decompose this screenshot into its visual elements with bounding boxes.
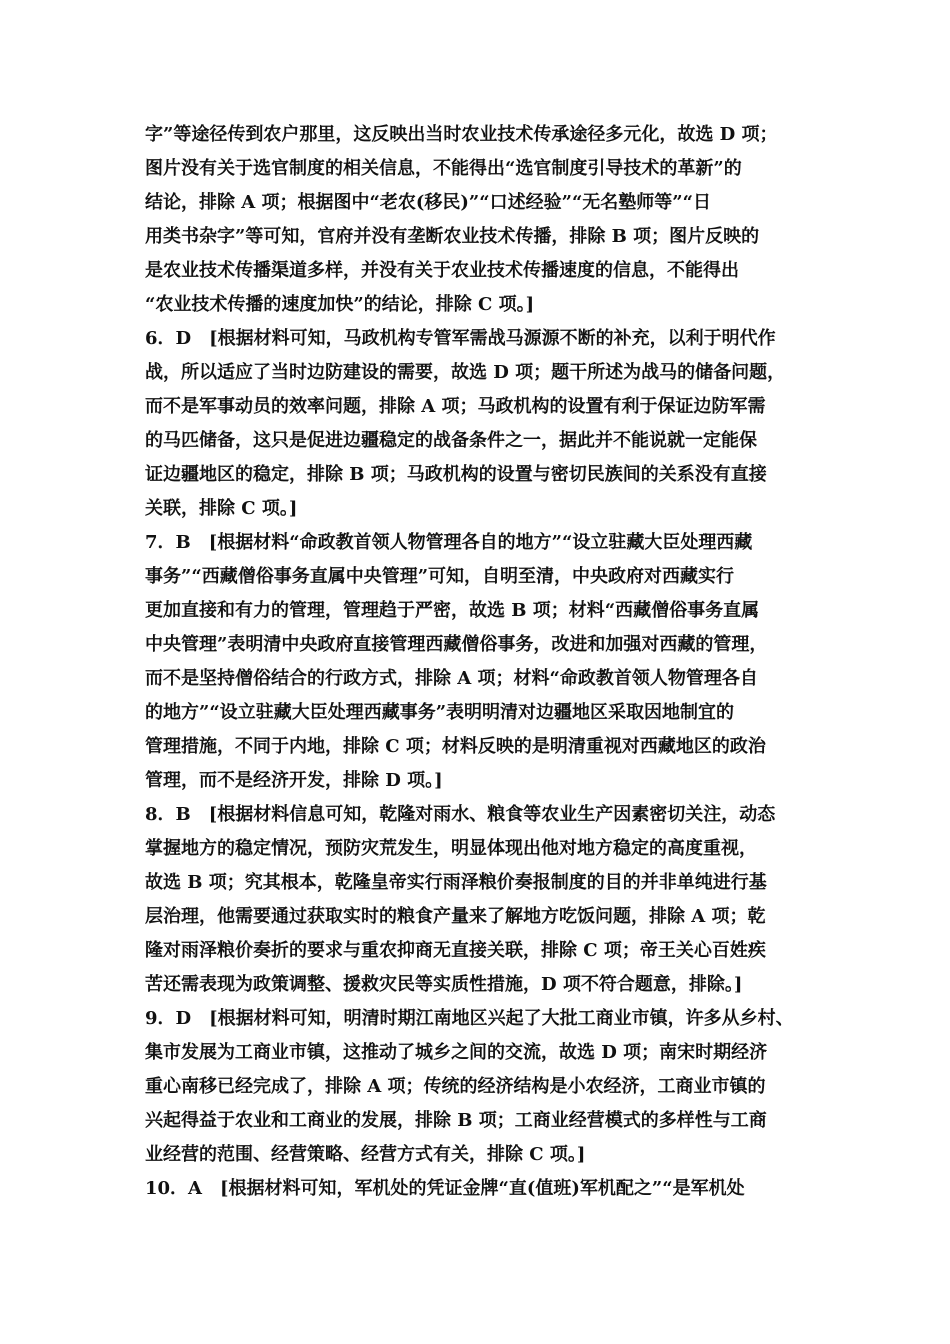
text-line: 业经营的范围、经营策略、经营方式有关，排除 C 项。]: [145, 1144, 586, 1165]
answer-7-start: 7．B [根据材料“命政教首领人物管理各自的地方”“设立驻藏大臣处理西藏: [145, 532, 753, 553]
text-line: 管理，而不是经济开发，排除 D 项。]: [145, 770, 443, 791]
text-line: 用类书杂字”等可知，官府并没有垄断农业技术传播，排除 B 项；图片反映的: [145, 226, 760, 247]
text-line: 战，所以适应了当时边防建设的需要，故选 D 项；题干所述为战马的储备问题，: [145, 362, 786, 383]
text-line: 字”等途径传到农户那里，这反映出当时农业技术传承途径多元化，故选 D 项；: [145, 124, 778, 145]
text-line: 的马匹储备，这只是促进边疆稳定的战备条件之一，据此并不能说就一定能保: [145, 430, 757, 451]
text-line: 管理措施，不同于内地，排除 C 项；材料反映的是明清重视对西藏地区的政治: [145, 736, 766, 757]
text-line: 掌握地方的稳定情况，预防灾荒发生，明显体现出他对地方稳定的高度重视，: [145, 838, 757, 859]
answer-text-block: [145, 118, 815, 1206]
text-line: 是农业技术传播渠道多样，并没有关于农业技术传播速度的信息，不能得出: [145, 260, 739, 281]
text-line: 苦还需表现为政策调整、援救灾民等实质性措施，D 项不符合题意，排除。]: [145, 974, 743, 995]
text-line: 图片没有关于选官制度的相关信息，不能得出“选官制度引导技术的革新”的: [145, 158, 742, 179]
text-line: 故选 B 项；究其根本，乾隆皇帝实行雨泽粮价奏报制度的目的并非单纯进行基: [145, 872, 767, 893]
text-line: 而不是坚持僧俗结合的行政方式，排除 A 项；材料“命政教首领人物管理各自: [145, 668, 758, 689]
text-line: 事务”“西藏僧俗事务直属中央管理”可知，自明至清，中央政府对西藏实行: [145, 566, 735, 587]
text-line: 而不是军事动员的效率问题，排除 A 项；马政机构的设置有利于保证边防军需: [145, 396, 766, 417]
answer-9-start: 9．D [根据材料可知，明清时期江南地区兴起了大批工商业市镇，许多从乡村、: [145, 1008, 794, 1029]
answer-10-start: 10．A [根据材料可知，军机处的凭证金牌“直(值班)军机配之”“是军机处: [145, 1178, 745, 1199]
answer-6-start: 6．D [根据材料可知，马政机构专管军需战马源源不断的补充，以利于明代作: [145, 328, 776, 349]
text-line: 兴起得益于农业和工商业的发展，排除 B 项；工商业经营模式的多样性与工商: [145, 1110, 767, 1131]
text-line: 结论，排除 A 项；根据图中“老农(移民)”“口述经验”“无名塾师等”“日: [145, 192, 712, 213]
text-line: 层治理，他需要通过获取实时的粮食产量来了解地方吃饭问题，排除 A 项；乾: [145, 906, 766, 927]
answer-8-start: 8．B [根据材料信息可知，乾隆对雨水、粮食等农业生产因素密切关注，动态: [145, 804, 776, 825]
text-line: 更加直接和有力的管理，管理趋于严密，故选 B 项；材料“西藏僧俗事务直属: [145, 600, 760, 621]
text-line: 关联，排除 C 项。]: [145, 498, 298, 519]
text-line: 隆对雨泽粮价奏折的要求与重农抑商无直接关联，排除 C 项；帝王关心百姓疾: [145, 940, 766, 961]
text-line: “农业技术传播的速度加快”的结论，排除 C 项。]: [145, 294, 535, 315]
text-line: 重心南移已经完成了，排除 A 项；传统的经济结构是小农经济，工商业市镇的: [145, 1076, 766, 1097]
text-line: 的地方”“设立驻藏大臣处理西藏事务”表明明清对边疆地区采取因地制宜的: [145, 702, 735, 723]
text-line: 集市发展为工商业市镇，这推动了城乡之间的交流，故选 D 项；南宋时期经济: [145, 1042, 768, 1063]
text-line: 证边疆地区的稳定，排除 B 项；马政机构的设置与密切民族间的关系没有直接: [145, 464, 767, 485]
text-line: 中央管理”表明清中央政府直接管理西藏僧俗事务，改进和加强对西藏的管理，: [145, 634, 768, 655]
